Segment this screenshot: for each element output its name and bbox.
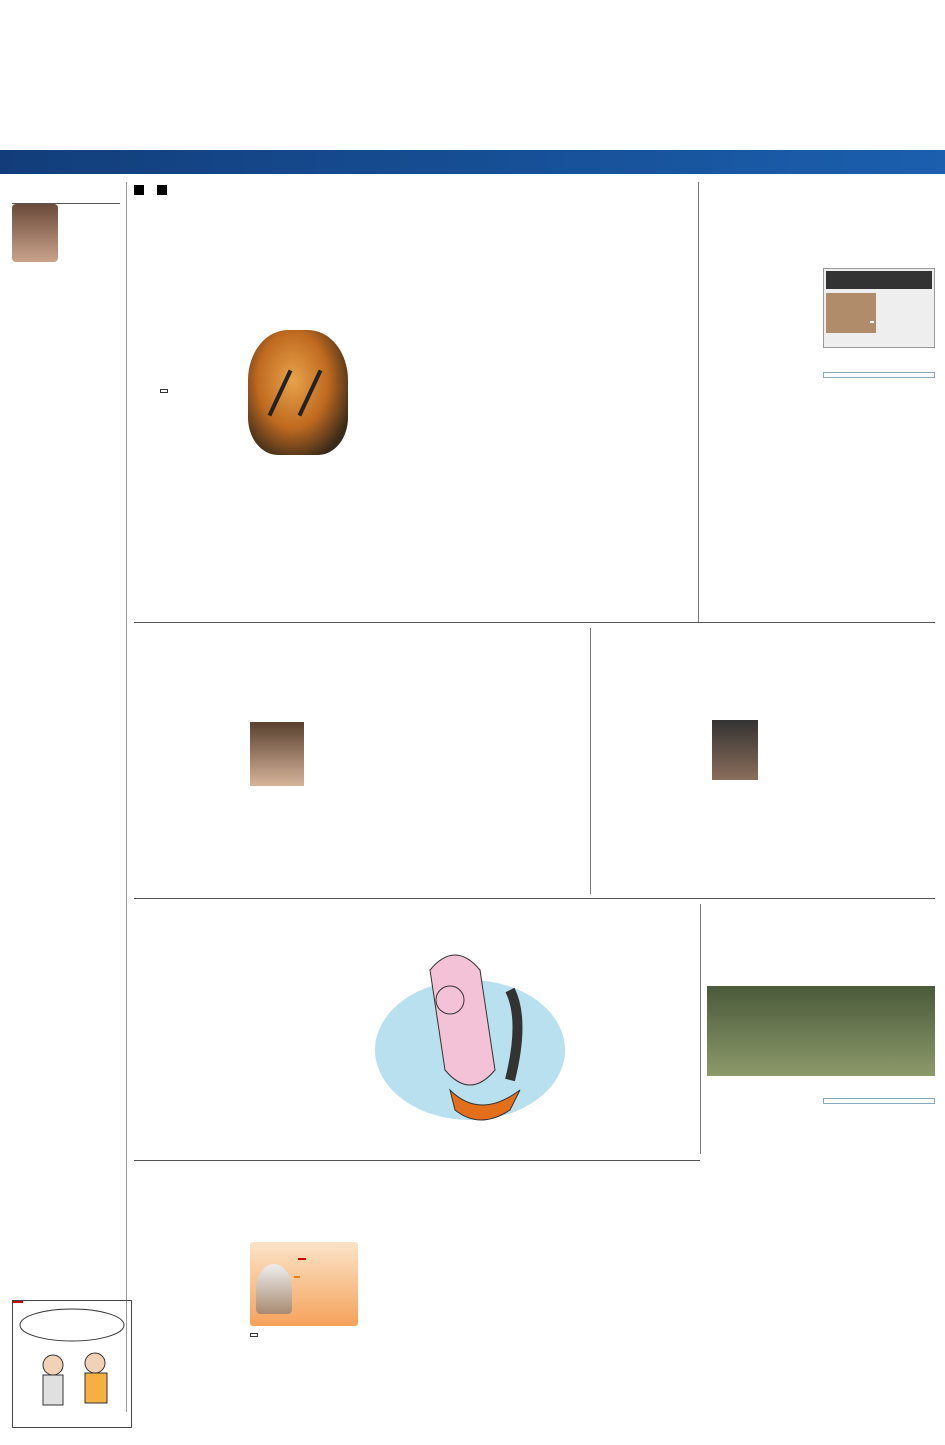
naxal-team-photo: [707, 986, 935, 1076]
balaghat-head-box: [707, 904, 935, 982]
delhi-col-2-top: [250, 694, 360, 802]
clip-photo: [826, 293, 876, 333]
modi-col-1: [134, 1242, 246, 1412]
ramdev-cartoon: [360, 930, 588, 1154]
tiger-col-1: [134, 322, 244, 612]
tiger-quotes: [592, 322, 689, 612]
balaghat-quote: [823, 1098, 935, 1104]
temple-box: [590, 1242, 700, 1412]
clip-header: [826, 271, 932, 289]
quiz-graphic: [250, 1242, 358, 1326]
cartoon-drawing: [13, 1303, 131, 1411]
khabar-ka-asar: [870, 321, 874, 323]
modi-head-box: [134, 1164, 700, 1238]
tiger-photo: [248, 330, 348, 455]
bypass-col-1: [707, 268, 817, 618]
prank-col-3: [824, 692, 936, 892]
news-clip-image: [823, 268, 935, 348]
column-rule: [590, 628, 591, 894]
ramdev-cartoon-drawing: [360, 930, 588, 1154]
clip-caption: [823, 350, 935, 364]
vistara-col-2: [246, 974, 352, 1154]
prank-col-1: [596, 692, 708, 892]
left-column: [12, 182, 127, 1412]
prank-col-2: [712, 692, 820, 892]
masthead: [0, 0, 945, 148]
vistara-head-box: [134, 904, 352, 970]
bullet-square-icon: [134, 185, 144, 195]
delhi-col-3: [364, 694, 464, 894]
cartoon-corner: [12, 1300, 132, 1428]
quiz-cert: [294, 1276, 300, 1278]
quiz-label: [298, 1258, 306, 1260]
prank-col-2-top: [712, 692, 820, 796]
section-rule: [134, 898, 935, 899]
ramdev-head-box: [360, 904, 698, 928]
bypass-quote: [823, 372, 935, 378]
tiger-chart: [355, 322, 585, 462]
tiger-sec-b: [364, 462, 474, 612]
brand-mini: [12, 188, 120, 198]
modi-photo: [256, 1264, 292, 1314]
chhattisgarh-subhead-box: [707, 1288, 935, 1304]
ramdev-col: [592, 930, 698, 1154]
quiz-box: [474, 1242, 586, 1412]
tiger-sec-a: [250, 462, 360, 612]
bullet-square-icon: [157, 185, 167, 195]
delhi-col-1: [134, 694, 246, 894]
tiger-sec-c: [478, 462, 588, 612]
tiger-story: [134, 182, 689, 204]
delhi-col-2: [250, 694, 360, 894]
section-rule: [134, 1160, 700, 1161]
exclusive-badge: [250, 1333, 258, 1337]
column-rule: [700, 904, 701, 1154]
tiger-kickers: [134, 182, 689, 200]
finland-story: [476, 628, 586, 894]
balaghat-col-1: [707, 1094, 817, 1410]
chhattisgarh-body-box: [823, 1306, 935, 1416]
column-rule: [698, 182, 699, 622]
balaghat-caption-box: [707, 1078, 935, 1090]
modi-col-2: [362, 1242, 470, 1412]
prank-head-box: [596, 628, 936, 688]
exclusive-badge: [160, 389, 168, 393]
bypass-col-2: [823, 368, 935, 618]
vistara-col-1: [134, 974, 242, 1154]
section-rule: [134, 622, 935, 623]
social-links-bar: [0, 150, 945, 174]
chart-plot: [355, 324, 585, 432]
juno-gautam-photo: [12, 204, 58, 262]
balaghat-col-2: [823, 1094, 935, 1284]
delhi-head-box: [134, 628, 464, 690]
